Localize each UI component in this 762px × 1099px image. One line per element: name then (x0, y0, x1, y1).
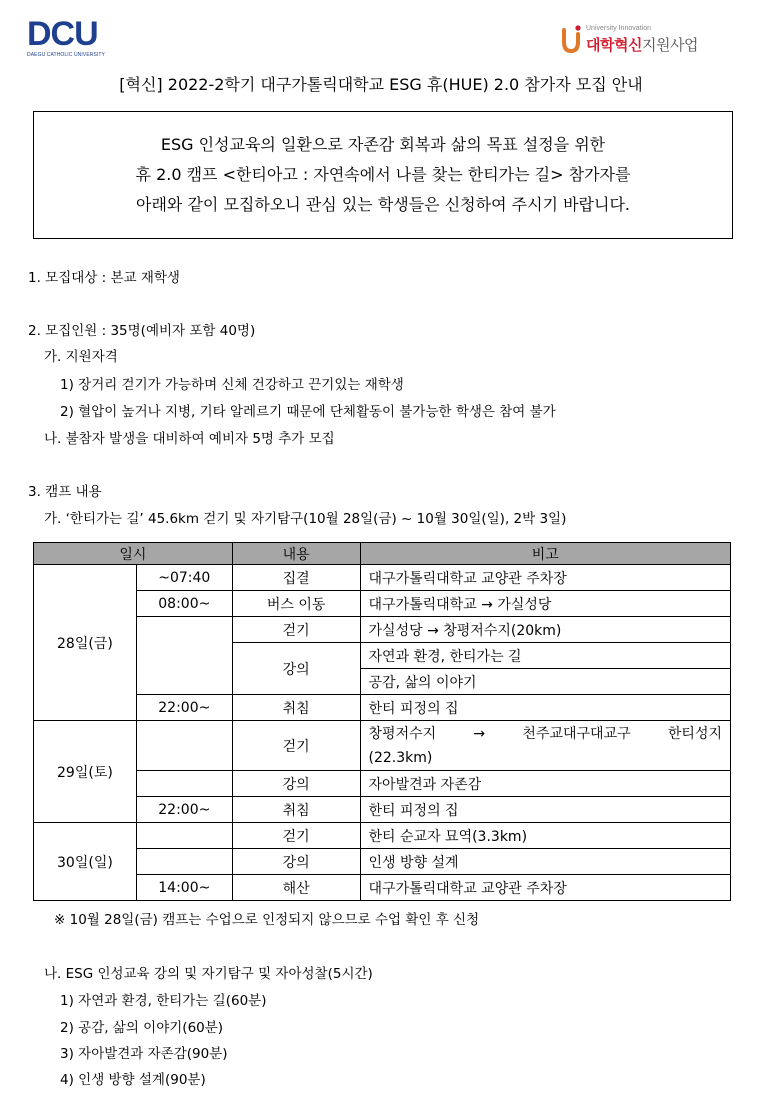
table-row (34, 721, 731, 771)
university-innovation-small: University Innovation (586, 25, 651, 32)
note-cell: 인생 방향 설계 (360, 849, 730, 875)
intro-line-2: 휴 2.0 캠프 <한티아고 : 자연속에서 나를 찾는 한티가는 길> 참가자를 (135, 165, 631, 184)
dcu-logo-subtext: DAEGU CATHOLIC UNIVERSITY (27, 52, 105, 58)
time-cell: 22:00~ (136, 695, 232, 721)
content-cell: 걷기 (232, 617, 360, 643)
time-cell: 14:00~ (136, 875, 232, 901)
header-content: 내용 (232, 543, 360, 565)
table-row (34, 823, 731, 849)
content-cell: 취침 (232, 797, 360, 823)
section-1-target: 1. 모집대상 : 본교 재학생 (28, 270, 180, 286)
time-cell (136, 849, 232, 875)
logo-red-text: 대학혁신 (586, 36, 642, 54)
schedule-table (33, 542, 731, 901)
day-1-label: 28일(금) (34, 565, 137, 721)
table-row (34, 695, 731, 721)
time-cell (136, 771, 232, 797)
note-cell: 자아발견과 자존감 (360, 771, 730, 797)
walk-route-end: 한티성지 (667, 725, 722, 742)
section-2-item-2: 2) 혈압이 높거나 지병, 기타 알레르기 때문에 단체활동이 불가능한 학생은 참여 불가 (60, 404, 556, 420)
content-cell: 걷기 (232, 721, 360, 771)
walk-route-distance: (22.3km) (368, 749, 433, 766)
content-cell: 강의 (232, 849, 360, 875)
intro-line-3: 아래와 같이 모집하오니 관심 있는 학생들은 신청하여 주시기 바랍니다. (136, 195, 630, 214)
table-header-row (34, 543, 731, 565)
content-cell: 집결 (232, 565, 360, 591)
section-3-sub-a: 가. ‘한티가는 길’ 45.6km 걷기 및 자기탐구(10월 28일(금) ~ 10월 30일(일), 2박 3일) (44, 511, 567, 527)
section-3-sub-b: 나. ESG 인성교육 강의 및 자기탐구 및 자아성찰(5시간) (44, 966, 373, 982)
university-innovation-logo (560, 22, 730, 58)
note-cell: 공감, 삶의 이야기 (360, 669, 730, 695)
section-3-heading: 3. 캠프 내용 (28, 484, 102, 500)
table-row (34, 617, 731, 643)
content-cell: 버스 이동 (232, 591, 360, 617)
note-cell: 한티 순교자 묘역(3.3km) (360, 823, 730, 849)
table-row (34, 875, 731, 901)
university-innovation-u-icon (560, 24, 582, 54)
day-2-label: 29일(토) (34, 721, 137, 823)
content-cell: 해산 (232, 875, 360, 901)
content-cell: 강의 (232, 771, 360, 797)
time-cell: ~07:40 (136, 565, 232, 591)
table-row (34, 591, 731, 617)
note-cell: 대구가톨릭대학교 교양관 주차장 (360, 875, 730, 901)
note-cell: 가실성당 → 창평저수지(20km) (360, 617, 730, 643)
header-datetime: 일시 (34, 543, 233, 565)
logo-gray-text: 지원사업 (641, 36, 698, 54)
note-cell: 한티 피정의 집 (360, 695, 730, 721)
table-row (34, 771, 731, 797)
time-cell (136, 721, 232, 771)
walk-route-arrow: → (473, 725, 486, 742)
note-cell: 한티 피정의 집 (360, 797, 730, 823)
lecture-item-1: 1) 자연과 환경, 한티가는 길(60분) (60, 993, 267, 1009)
intro-line-1: ESG 인성교육의 일환으로 자존감 회복과 삶의 목표 설정을 위한 (160, 135, 606, 154)
section-2-sub-a: 가. 지원자격 (44, 349, 118, 365)
walk-route-mid: 천주교대구대교구 (522, 725, 631, 742)
lecture-item-2: 2) 공감, 삶의 이야기(60분) (60, 1020, 224, 1036)
time-cell: 22:00~ (136, 797, 232, 823)
lecture-item-3: 3) 자아발견과 자존감(90분) (60, 1046, 228, 1062)
time-cell (136, 823, 232, 849)
section-2-sub-b: 나. 불참자 발생을 대비하여 예비자 5명 추가 모집 (44, 431, 335, 447)
section-3-note: ※ 10월 28일(금) 캠프는 수업으로 인정되지 않으므로 수업 확인 후 신청 (54, 912, 480, 928)
table-row (34, 849, 731, 875)
day-3-label: 30일(일) (34, 823, 137, 901)
dcu-logo-text: DCU (27, 15, 98, 53)
university-innovation-main (586, 34, 698, 55)
note-cell: 자연과 환경, 한티가는 길 (360, 643, 730, 669)
header-note: 비고 (360, 543, 730, 565)
section-2-item-1: 1) 장거리 걷기가 가능하며 신체 건강하고 끈기있는 재학생 (60, 377, 404, 393)
content-cell: 취침 (232, 695, 360, 721)
walk-route-start: 창평저수지 (368, 725, 437, 742)
walk-route (369, 722, 730, 746)
lecture-item-4: 4) 인생 방향 설계(90분) (60, 1072, 206, 1088)
content-cell: 걷기 (232, 823, 360, 849)
note-cell: 대구가톨릭대학교 → 가실성당 (360, 591, 730, 617)
page-title: [혁신] 2022-2학기 대구가톨릭대학교 ESG 휴(HUE) 2.0 참가자 모집 안내 (119, 75, 643, 94)
time-cell: 08:00~ (136, 591, 232, 617)
table-row (34, 797, 731, 823)
note-cell: 대구가톨릭대학교 교양관 주차장 (360, 565, 730, 591)
table-row (34, 565, 731, 591)
content-cell: 강의 (232, 643, 360, 695)
time-cell (136, 617, 232, 695)
note-cell-walk (360, 721, 730, 771)
section-2-heading: 2. 모집인원 : 35명(예비자 포함 40명) (28, 323, 256, 339)
intro-box (33, 111, 733, 239)
dcu-logo (27, 17, 111, 63)
